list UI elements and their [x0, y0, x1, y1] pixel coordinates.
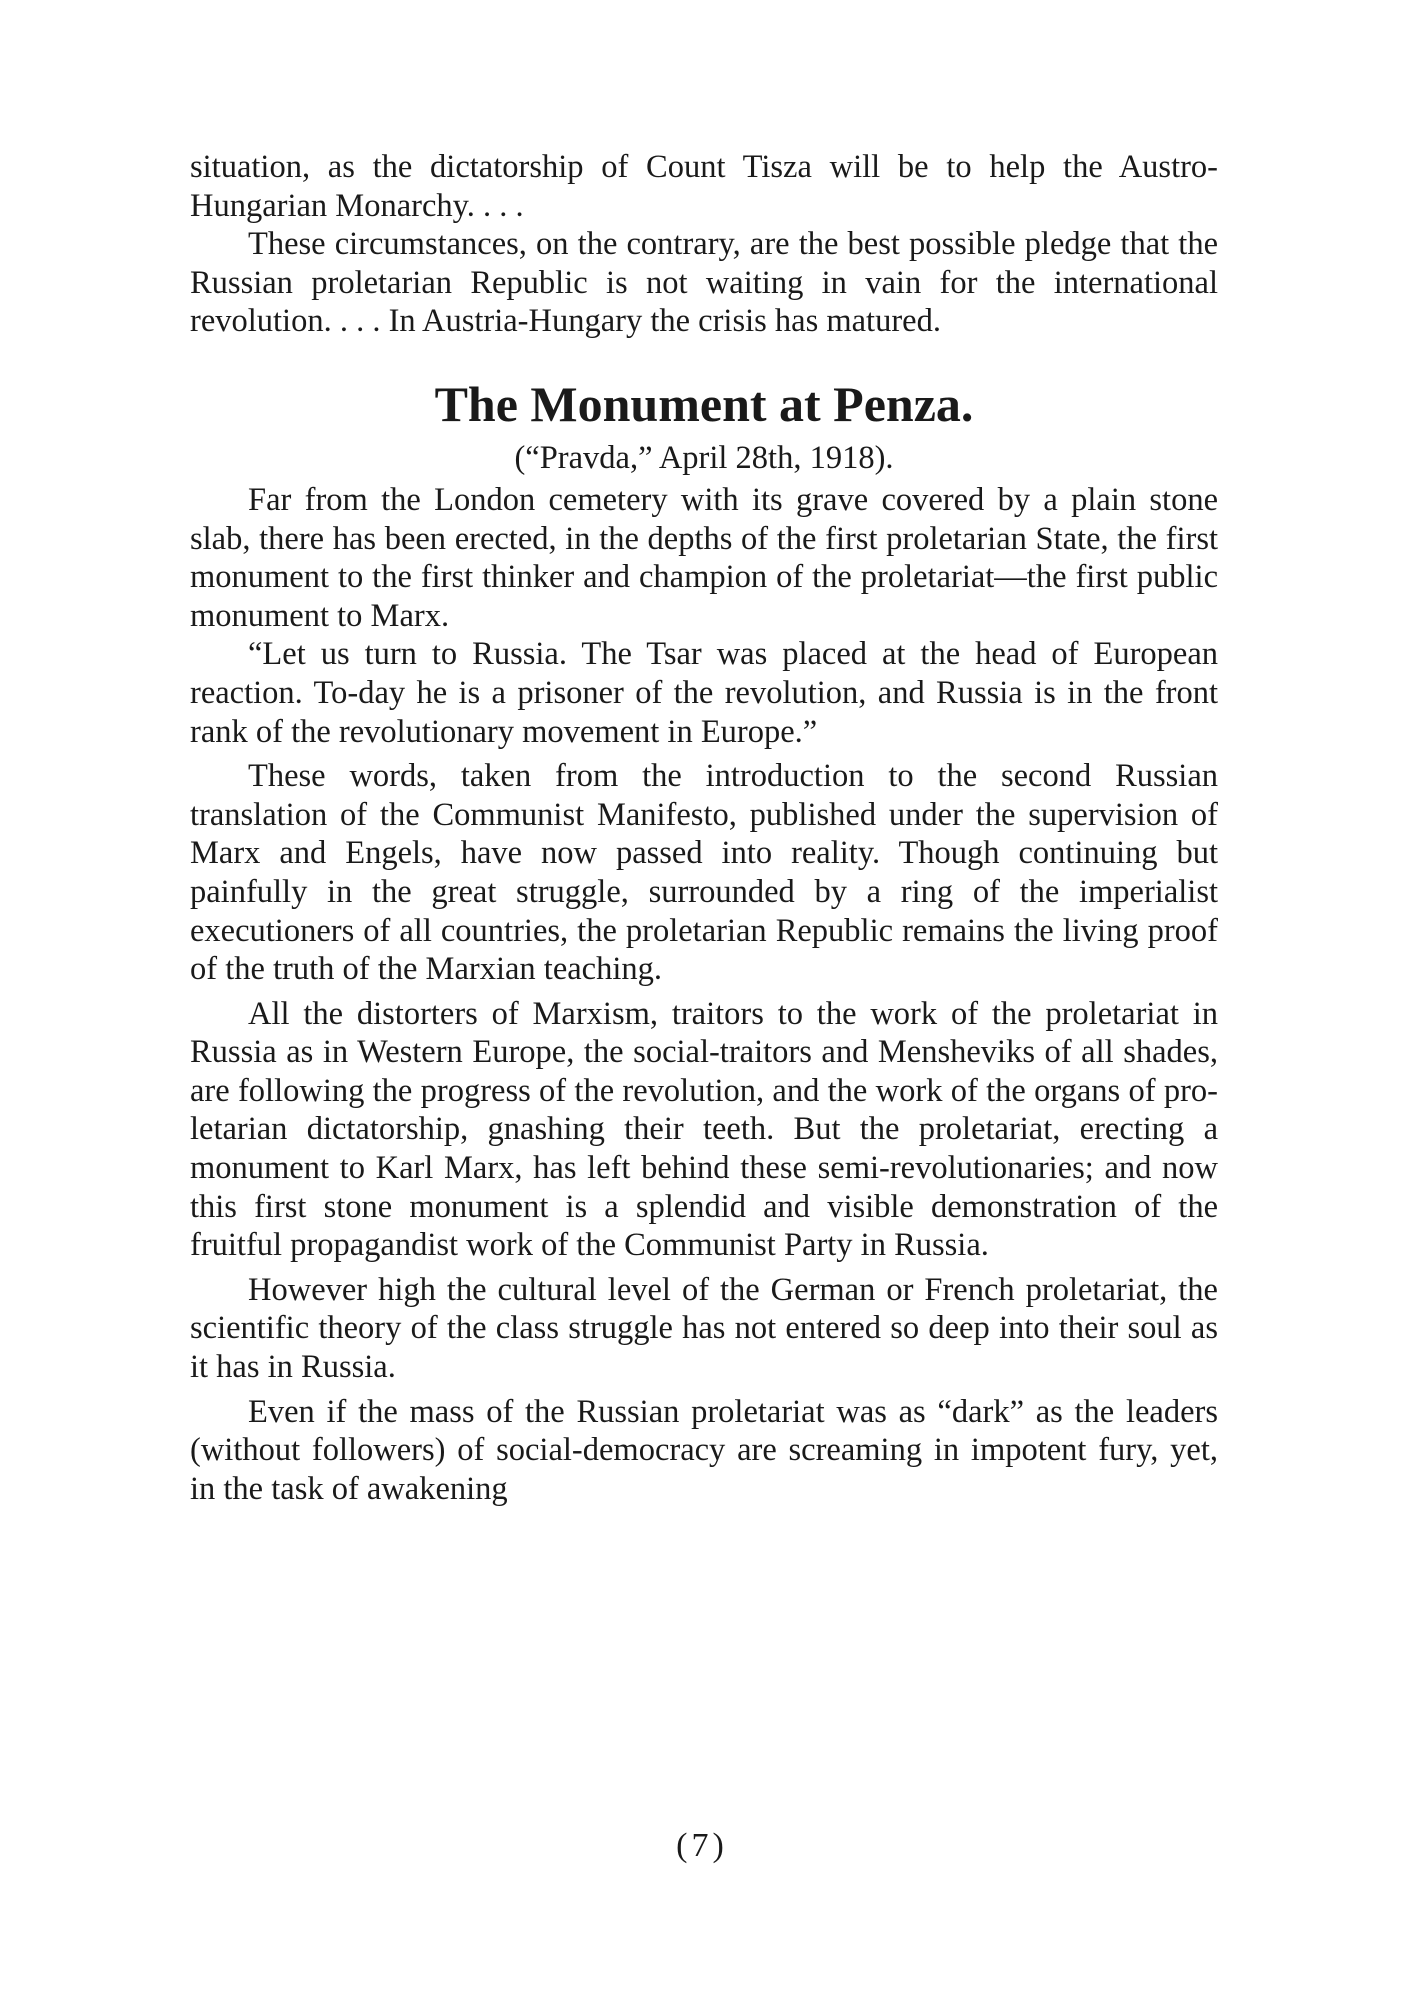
body-paragraph-2: “Let us turn to Russia. The Tsar was placed at the head of European reaction. To-day he is a prisoner of the revolution, and Russia is in the front rank of the revolutionary movement in Europe.” — [190, 636, 1218, 750]
intro-paragraph-1: situation, as the dictatorship of Count Tisza will be to help the Austro-Hungarian Monarchy. . . . — [190, 149, 1218, 224]
body-paragraph-1: Far from the London cemetery with its grave covered by a plain stone slab, there has been erected, in the depths of the first proletarian State, the first monument to the first thinker and champion of the proletariat—the first public monument to Marx. — [190, 481, 1218, 634]
body-paragraph-3: These words, taken from the introduction to the second Russian translation of the Communist Manifesto, published under the supervision of Marx and Engels, have now passed into reality. Though continuing but painfully in the great struggle, surrounded by a ring of the imperialist executioners of all countries, the proletarian Republic remains the living proof of the truth of the Marxian teaching. — [190, 758, 1218, 988]
body-paragraph-5: However high the cultural level of the German or French proletariat, the scientific theory of the class struggle has not entered so deep into their soul as it has in Russia. — [190, 1271, 1218, 1386]
body-paragraph-6: Even if the mass of the Russian proletariat was as “dark” as the leaders (without followers) of social-democracy are screaming in impotent fury, yet, in the task of awakening — [190, 1393, 1218, 1507]
section-title: The Monument at Penza. — [434, 375, 974, 432]
body-paragraph-4: All the distorters of Marxism, traitors to the work of the proletariat in Russia as in Western Europe, the social-traitors and Mensheviks of all shades, are following the progress of the revolution, and the work of the organs of proletarian dictatorship, gnashing their teeth. But the proletariat, erecting a monument to Karl Marx, has left behind these semi-revolutionaries; and now this first stone monument is a splendid and visible demonstration of the fruitful propagandist work of the Communist Party in Russia. — [190, 995, 1218, 1264]
page-number: (7) — [676, 1827, 728, 1864]
section-source: (“Pravda,” April 28th, 1918). — [514, 439, 894, 476]
intro-paragraph-2: These circumstances, on the contrary, are the best possible pledge that the Russian proletarian Republic is not waiting in vain for the international revolution. . . . In Austria-Hungary the crisis has matured. — [190, 226, 1218, 340]
page-body — [190, 148, 1218, 1508]
